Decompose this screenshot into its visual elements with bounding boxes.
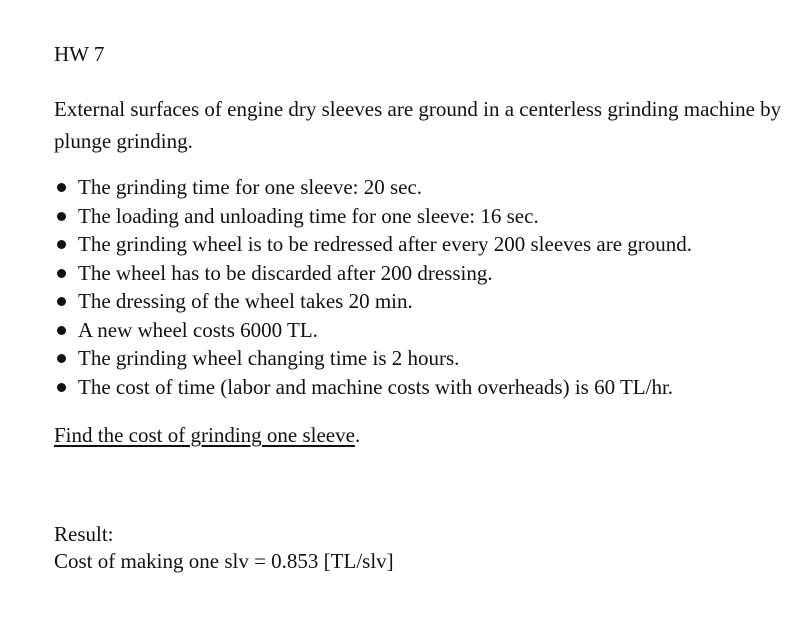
list-item-text: A new wheel costs 6000 TL. xyxy=(78,317,318,342)
list-item-text: The loading and unloading time for one sleeve: 16 sec. xyxy=(78,203,539,228)
bullet-icon xyxy=(57,269,66,278)
task-period: . xyxy=(354,423,361,447)
list-item-text: The grinding time for one sleeve: 20 sec. xyxy=(78,175,423,199)
bullet-icon xyxy=(57,212,66,221)
result-label: Result: xyxy=(54,522,114,546)
bullet-icon xyxy=(57,240,66,249)
list-item-text: The dressing of the wheel takes 20 min. xyxy=(78,289,413,313)
bullet-icon xyxy=(57,354,66,363)
list-item-text: The grinding wheel changing time is 2 hours. xyxy=(78,346,460,370)
task-text: Find the cost of grinding one sleeve xyxy=(54,423,355,447)
homework-title: HW 7 xyxy=(54,42,105,66)
task-statement xyxy=(54,421,360,449)
list-item-text: The wheel has to be discarded after 200 dressing. xyxy=(78,260,493,285)
bullet-icon xyxy=(57,183,66,192)
result-value: Cost of making one slv = 0.853 [TL/slv] xyxy=(54,549,394,573)
list-item-text: The cost of time (labor and machine costs with overheads) is 60 TL/hr. xyxy=(78,374,674,399)
bullet-icon xyxy=(57,383,66,392)
bullet-icon xyxy=(57,326,66,335)
list-item-text: The grinding wheel is to be redressed after every 200 sleeves are ground. xyxy=(78,232,693,256)
problem-intro: External surfaces of engine dry sleeves are ground in a centerless grinding machine by plunge grinding. xyxy=(54,97,782,153)
bullet-icon xyxy=(57,297,66,306)
